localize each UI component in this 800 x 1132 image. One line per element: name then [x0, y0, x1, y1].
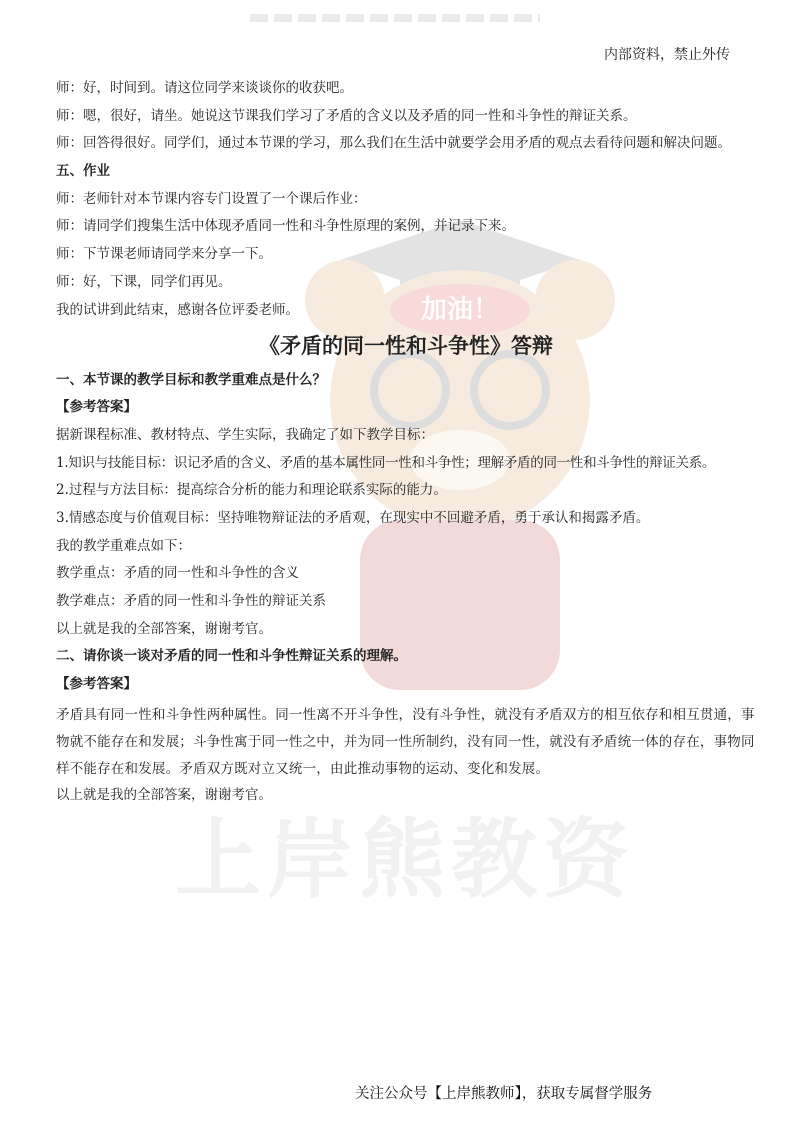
section-heading-homework: 五、作业 [56, 163, 110, 180]
dialogue-line: 师：好，时间到。请这位同学来谈谈你的收获吧。 [56, 80, 353, 96]
dialogue-line: 师：嗯，很好，请坐。她说这节课我们学习了矛盾的含义以及矛盾的同一性和斗争性的辩证关系。 [56, 107, 637, 124]
answer-line: 教学重点：矛盾的同一性和斗争性的含义 [56, 565, 299, 582]
answer-line: 2.过程与方法目标：提高综合分析的能力和理论联系实际的能力。 [56, 482, 447, 499]
dialogue-line: 师：回答得很好。同学们，通过本节课的学习，那么我们在生活中就要学会用矛盾的观点去看待问题和解决问题。 [56, 135, 731, 152]
answer-line: 3.情感态度与价值观目标：坚持唯物辩证法的矛盾观，在现实中不回避矛盾，勇于承认和揭露矛盾。 [56, 509, 650, 526]
mascot-badge-text: 加油！ [420, 295, 500, 325]
internal-notice: 内部资料，禁止外传 [604, 47, 730, 63]
dialogue-line: 师：好，下课，同学们再见。 [56, 273, 232, 290]
answer-paragraph: 矛盾具有同一性和斗争性两种属性。同一性离不开斗争性，没有斗争性，就没有矛盾双方的相互依存和相互贯通，事物就不能存在和发展；斗争性寓于同一性之中，并为同一性所制约，没有同一性，就没有矛盾统一体的存在，事物同样不能存在和发展。矛盾双方既对立又统一，由此推动事物的运动、变化和发展。 [56, 706, 755, 777]
dialogue-line: 师：老师针对本节课内容专门设置了一个课后作业： [56, 190, 367, 207]
answer-label: 【参考答案】 [56, 676, 137, 693]
watermark-brand: 上岸熊教资 [175, 810, 635, 910]
dialogue-line: 师：下节课老师请同学来分享一下。 [56, 246, 272, 263]
question-1: 一、本节课的教学目标和教学重难点是什么？ [56, 371, 326, 388]
answer-closing: 以上就是我的全部答案，谢谢考官。 [56, 786, 272, 803]
footer-promo: 关注公众号【上岸熊教师】，获取专属督学服务 [355, 1086, 653, 1102]
page-title: 《矛盾的同一性和斗争性》答辩 [259, 333, 553, 358]
question-2: 二、请你谈一谈对矛盾的同一性和斗争性辩证关系的理解。 [56, 648, 407, 665]
answer-line: 据新课程标准、教材特点、学生实际，我确定了如下教学目标： [56, 426, 434, 443]
closing-line: 我的试讲到此结束，感谢各位评委老师。 [56, 301, 299, 318]
document-body [56, 78, 756, 812]
answer-label: 【参考答案】 [56, 399, 137, 416]
answer-line: 教学难点：矛盾的同一性和斗争性的辩证关系 [56, 593, 326, 609]
answer-line: 1.知识与技能目标：识记矛盾的含义、矛盾的基本属性同一性和斗争性；理解矛盾的同一性和斗争性的辩证关系。 [56, 454, 716, 471]
answer-line: 我的教学重难点如下： [56, 537, 191, 554]
answer-line: 以上就是我的全部答案，谢谢考官。 [56, 620, 272, 637]
header-faded-text [250, 14, 540, 22]
dialogue-line: 师：请同学们搜集生活中体现矛盾同一性和斗争性原理的案例，并记录下来。 [56, 218, 515, 235]
